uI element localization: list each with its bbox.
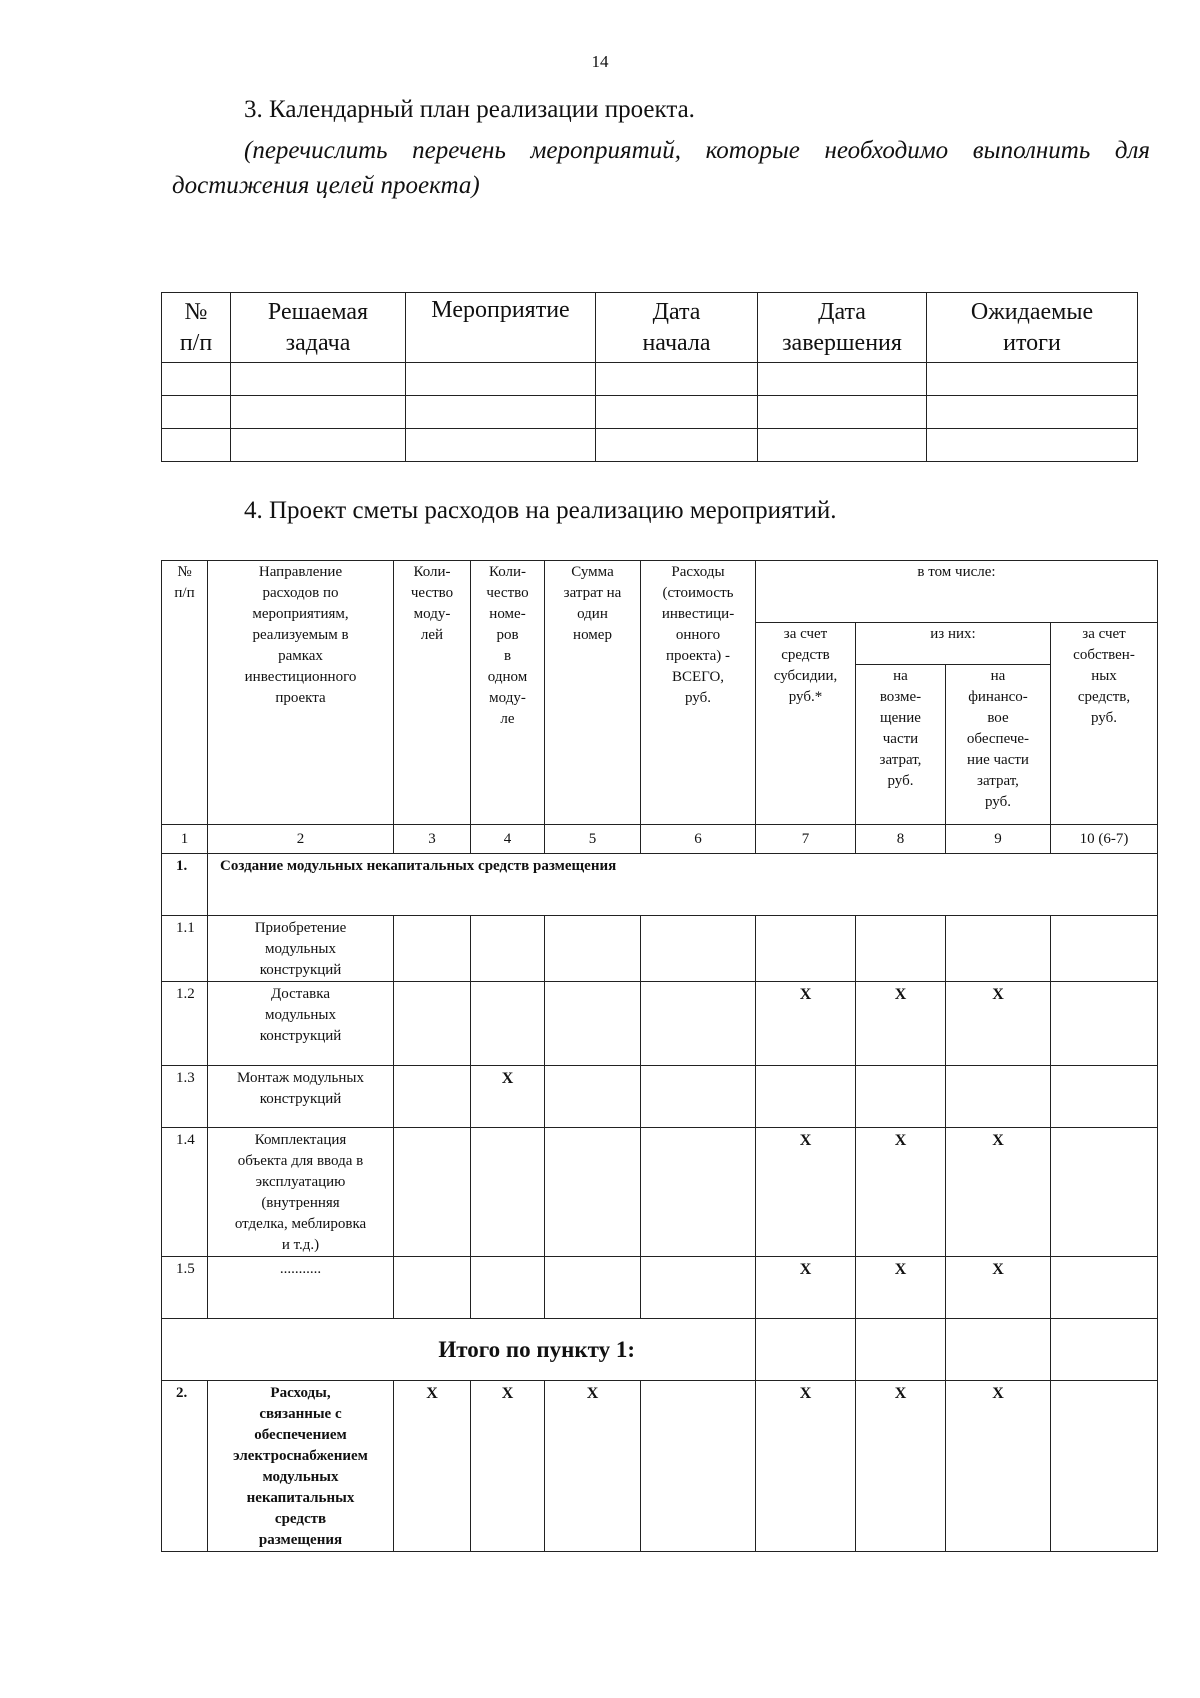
column-number: 7	[756, 825, 856, 854]
plan-cell[interactable]	[927, 429, 1138, 462]
budget-header-row	[162, 561, 1158, 623]
plan-cell[interactable]	[406, 363, 596, 396]
x-mark: Х	[756, 982, 856, 1066]
plan-table-header	[162, 293, 1138, 363]
x-mark: Х	[946, 1381, 1051, 1552]
plan-cell[interactable]	[231, 429, 406, 462]
column-number: 9	[946, 825, 1051, 854]
header-rooms: Коли- чество номе- ров в одном моду- ле	[471, 561, 545, 825]
plan-cell[interactable]	[406, 429, 596, 462]
plan-cell[interactable]	[406, 396, 596, 429]
row-num: 1.4	[162, 1128, 208, 1257]
total-label: Итого по пункту 1:	[162, 1319, 756, 1381]
plan-cell[interactable]	[758, 396, 927, 429]
header-own-funds: за счет собствен- ных средств, руб.	[1051, 623, 1158, 825]
plan-cell[interactable]	[596, 396, 758, 429]
header-subsidy: за счет средств субсидии, руб.*	[756, 623, 856, 825]
table-cell[interactable]	[471, 1257, 545, 1319]
plan-table-row	[162, 396, 1138, 429]
plan-cell[interactable]	[758, 429, 927, 462]
table-cell[interactable]	[1051, 1381, 1158, 1552]
table-cell[interactable]	[1051, 982, 1158, 1066]
section-4-title: 4. Проект сметы расходов на реализацию мероприятий.	[244, 497, 837, 524]
column-number: 8	[856, 825, 946, 854]
table-cell[interactable]	[641, 982, 756, 1066]
table-cell[interactable]	[946, 1066, 1051, 1128]
header-num: № п/п	[162, 561, 208, 825]
column-number: 4	[471, 825, 545, 854]
table-cell[interactable]	[394, 982, 471, 1066]
table-cell[interactable]	[545, 982, 641, 1066]
plan-cell[interactable]	[596, 363, 758, 396]
row-description: ...........	[208, 1257, 394, 1319]
table-cell[interactable]	[1051, 1257, 1158, 1319]
row-num: 1.2	[162, 982, 208, 1066]
table-cell[interactable]	[545, 916, 641, 982]
table-row	[162, 1066, 1158, 1128]
plan-cell[interactable]	[162, 363, 231, 396]
row-num: 1.3	[162, 1066, 208, 1128]
row-num: 1.1	[162, 916, 208, 982]
header-of-them: из них:	[856, 623, 1051, 665]
x-mark: Х	[756, 1128, 856, 1257]
x-mark: Х	[946, 1128, 1051, 1257]
table-cell[interactable]	[545, 1066, 641, 1128]
table-cell[interactable]	[545, 1257, 641, 1319]
section-3-title: 3. Календарный план реализации проекта.	[244, 96, 695, 123]
x-mark: Х	[946, 1257, 1051, 1319]
plan-table-row	[162, 363, 1138, 396]
section-1-num: 1.	[162, 854, 208, 916]
table-cell[interactable]	[756, 916, 856, 982]
table-cell[interactable]	[756, 1066, 856, 1128]
table-cell[interactable]	[1051, 916, 1158, 982]
table-cell[interactable]	[641, 1128, 756, 1257]
table-cell[interactable]	[756, 1319, 856, 1381]
row-description: Доставка модульных конструкций	[208, 982, 394, 1066]
plan-cell[interactable]	[162, 396, 231, 429]
section-3-note: (перечислить перечень мероприятий, которые необходимо выполнить для достижения целей проекта)	[172, 137, 1150, 199]
header-reimburse: на возме- щение части затрат, руб.	[856, 665, 946, 825]
calendar-plan-table	[161, 292, 1138, 462]
table-cell[interactable]	[641, 916, 756, 982]
column-numbers-row	[162, 825, 1158, 854]
section-2-num: 2.	[162, 1381, 208, 1552]
table-cell[interactable]	[394, 1128, 471, 1257]
table-row	[162, 1257, 1158, 1319]
plan-header-cell: Мероприятие	[406, 293, 596, 363]
table-cell[interactable]	[856, 1319, 946, 1381]
table-cell[interactable]	[1051, 1128, 1158, 1257]
table-cell[interactable]	[946, 1319, 1051, 1381]
row-description: Комплектация объекта для ввода в эксплуатацию (внутренняя отделка, меблировка и т.д.)	[208, 1128, 394, 1257]
header-including: в том числе:	[756, 561, 1158, 623]
table-cell[interactable]	[471, 916, 545, 982]
table-cell[interactable]	[641, 1381, 756, 1552]
table-cell[interactable]	[641, 1066, 756, 1128]
plan-cell[interactable]	[162, 429, 231, 462]
x-mark: Х	[756, 1381, 856, 1552]
plan-table-row	[162, 429, 1138, 462]
table-cell[interactable]	[471, 982, 545, 1066]
table-cell[interactable]	[856, 916, 946, 982]
plan-header-cell: Решаемая задача	[231, 293, 406, 363]
plan-cell[interactable]	[758, 363, 927, 396]
section-1-title: Создание модульных некапитальных средств размещения	[208, 854, 1158, 916]
table-cell[interactable]	[1051, 1319, 1158, 1381]
table-row	[162, 1128, 1158, 1257]
x-mark: Х	[946, 982, 1051, 1066]
table-row	[162, 982, 1158, 1066]
budget-estimate-table	[161, 560, 1158, 1552]
plan-header-cell: № п/п	[162, 293, 231, 363]
column-number: 2	[208, 825, 394, 854]
header-direction: Направление расходов по мероприятиям, реализуемым в рамках инвестиционного проекта	[208, 561, 394, 825]
plan-cell[interactable]	[231, 363, 406, 396]
column-number: 1	[162, 825, 208, 854]
x-mark: Х	[856, 982, 946, 1066]
header-cost-per-room: Сумма затрат на один номер	[545, 561, 641, 825]
header-financing: на финансо- вое обеспече- ние части затрат, руб.	[946, 665, 1051, 825]
column-number: 3	[394, 825, 471, 854]
row-description: Монтаж модульных конструкций	[208, 1066, 394, 1128]
x-mark: Х	[856, 1381, 946, 1552]
plan-cell[interactable]	[927, 396, 1138, 429]
plan-header-cell: Дата завершения	[758, 293, 927, 363]
column-number: 5	[545, 825, 641, 854]
section-1-row	[162, 854, 1158, 916]
header-total: Расходы (стоимость инвестици- онного проекта) - ВСЕГО, руб.	[641, 561, 756, 825]
table-cell[interactable]	[394, 916, 471, 982]
table-row	[162, 916, 1158, 982]
plan-cell[interactable]	[927, 363, 1138, 396]
x-mark: Х	[471, 1066, 545, 1128]
table-cell[interactable]	[394, 1066, 471, 1128]
x-mark: Х	[756, 1257, 856, 1319]
row-description: Приобретение модульных конструкций	[208, 916, 394, 982]
column-number: 10 (6-7)	[1051, 825, 1158, 854]
plan-header-cell: Дата начала	[596, 293, 758, 363]
column-number: 6	[641, 825, 756, 854]
plan-header-cell: Ожидаемые итоги	[927, 293, 1138, 363]
section-2-title: Расходы, связанные с обеспечением электроснабжением модульных некапитальных средств размещения	[208, 1381, 394, 1552]
plan-cell[interactable]	[596, 429, 758, 462]
table-cell[interactable]	[471, 1128, 545, 1257]
x-mark: Х	[394, 1381, 471, 1552]
row-num: 1.5	[162, 1257, 208, 1319]
table-cell[interactable]	[545, 1128, 641, 1257]
table-cell[interactable]	[1051, 1066, 1158, 1128]
section-2-row	[162, 1381, 1158, 1552]
table-cell[interactable]	[394, 1257, 471, 1319]
header-modules: Коли- чество моду- лей	[394, 561, 471, 825]
page-number: 14	[591, 52, 609, 71]
x-mark: Х	[471, 1381, 545, 1552]
x-mark: Х	[856, 1257, 946, 1319]
x-mark: Х	[856, 1128, 946, 1257]
table-cell[interactable]	[946, 916, 1051, 982]
x-mark: Х	[545, 1381, 641, 1552]
table-cell[interactable]	[641, 1257, 756, 1319]
table-cell[interactable]	[856, 1066, 946, 1128]
plan-cell[interactable]	[231, 396, 406, 429]
total-row	[162, 1319, 1158, 1381]
